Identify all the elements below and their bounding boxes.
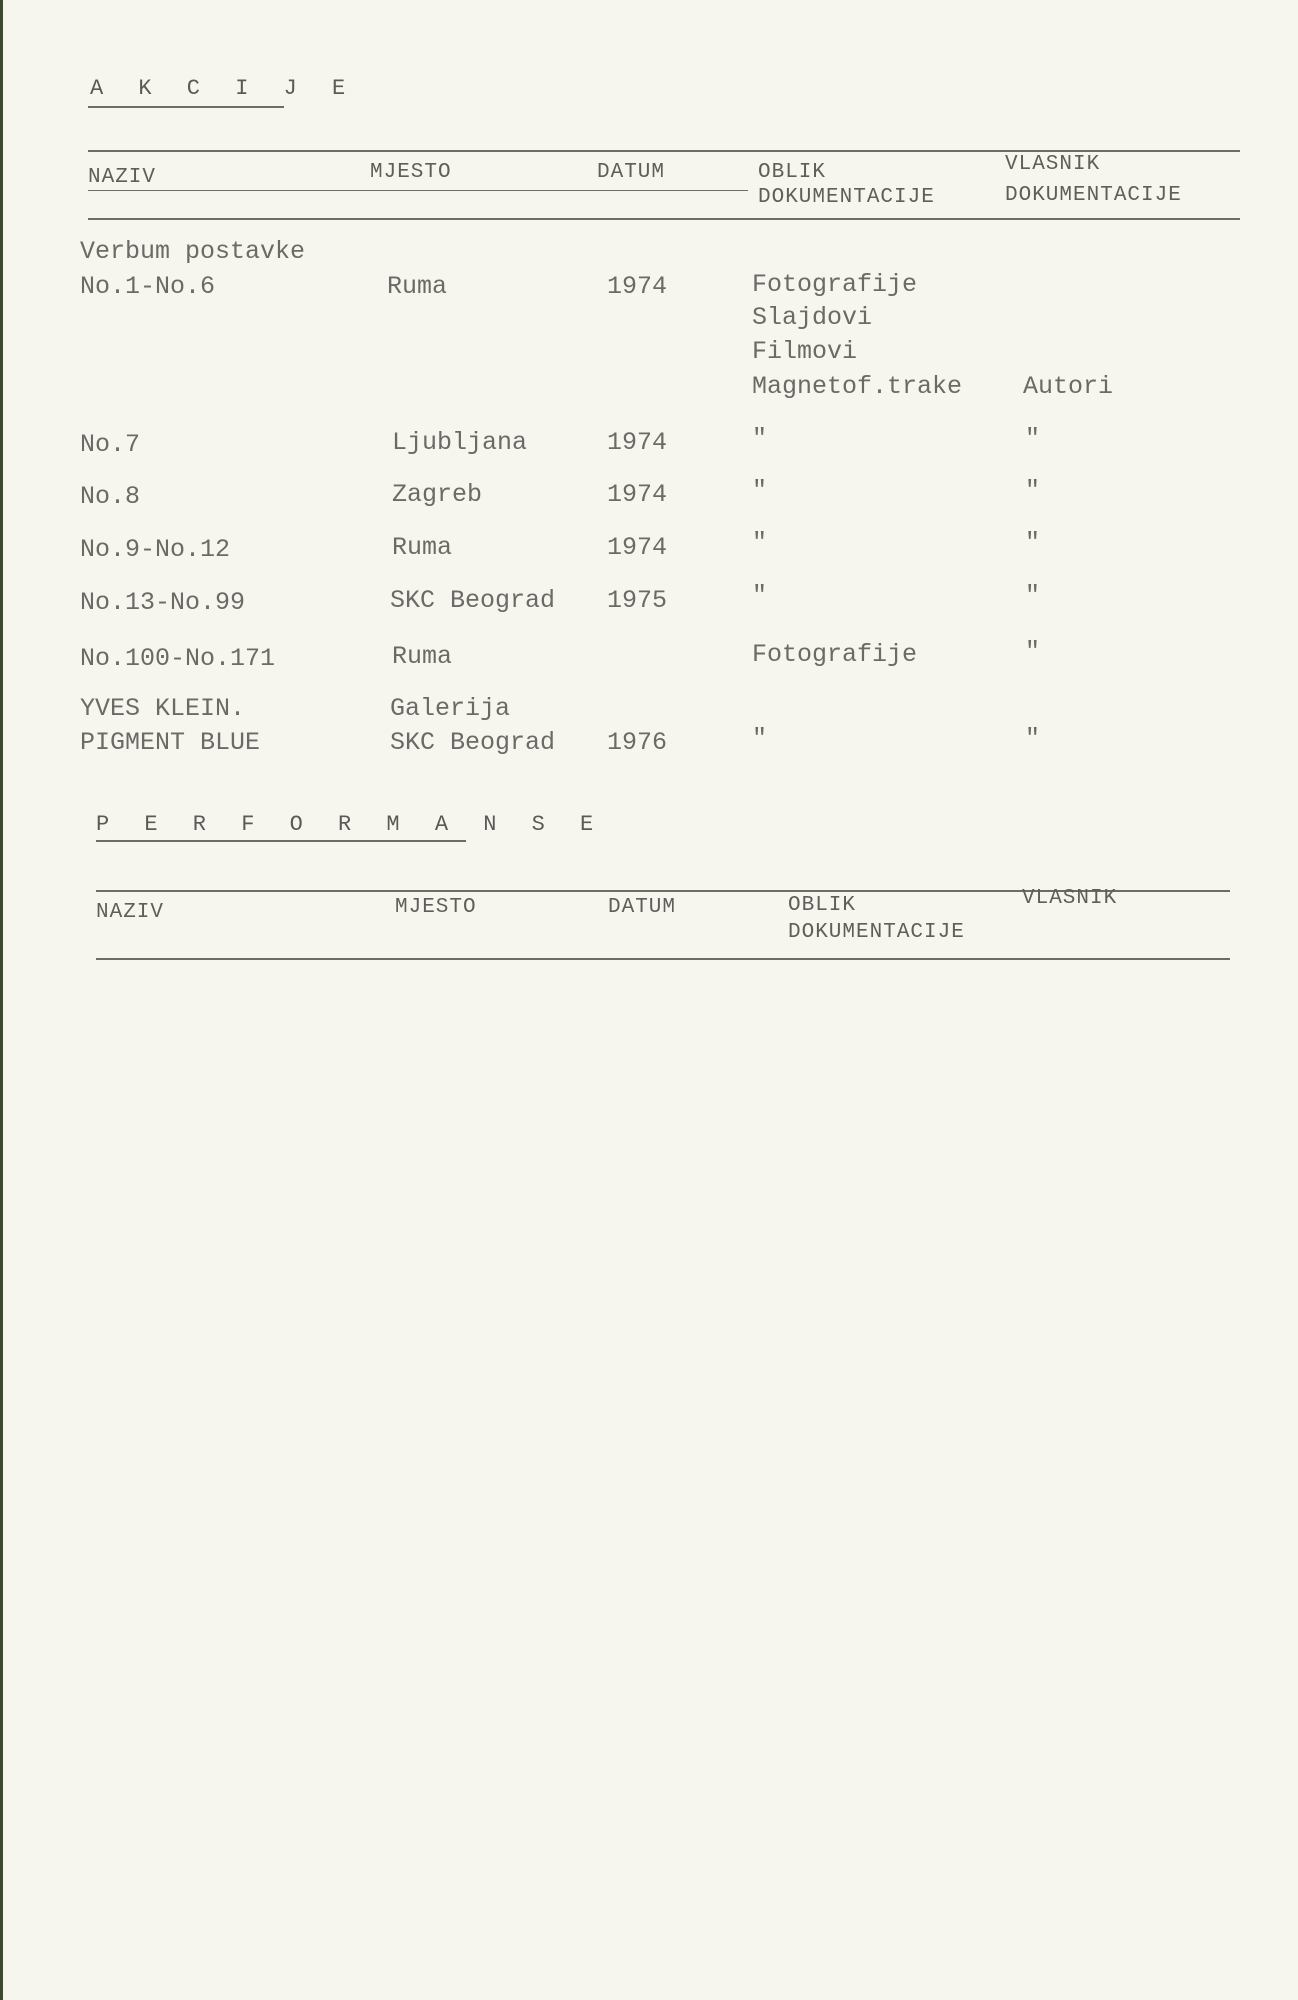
section-title-akcije: A K C I J E <box>90 76 357 101</box>
cell-datum: 1974 <box>607 533 668 562</box>
cell-mjesto: SKC Beograd <box>390 586 556 615</box>
cell-datum: 1974 <box>607 428 668 457</box>
cell-mjesto: Zagreb <box>392 480 483 509</box>
cell-mjesto: Ruma <box>387 272 448 301</box>
section-title-performanse: P E R F O R M A N S E <box>96 812 605 837</box>
header-naziv: NAZIV <box>88 166 157 189</box>
header-naziv: NAZIV <box>96 901 165 924</box>
header-oblik-1: OBLIK <box>758 161 827 184</box>
cell-naziv: No.8 <box>80 482 141 511</box>
table-header-rule <box>96 958 1230 960</box>
cell-oblik: Fotografije <box>752 270 918 299</box>
title-underline <box>88 106 284 108</box>
cell-vlasnik: " <box>1025 581 1041 610</box>
header-vlasnik-1: VLASNIK <box>1022 887 1118 910</box>
header-datum: DATUM <box>597 161 666 184</box>
cell-oblik: Slajdovi <box>752 303 873 332</box>
cell-mjesto: Ruma <box>392 642 453 671</box>
cell-oblik: " <box>752 528 768 557</box>
cell-mjesto: Ljubljana <box>392 428 528 457</box>
table-header-rule <box>88 218 1240 220</box>
cell-datum: 1974 <box>607 480 668 509</box>
cell-oblik: " <box>752 476 768 505</box>
header-mjesto: MJESTO <box>370 161 452 184</box>
cell-vlasnik: " <box>1025 724 1041 753</box>
cell-mjesto: Galerija <box>390 694 511 723</box>
title-underline <box>96 840 466 842</box>
cell-vlasnik: " <box>1025 528 1041 557</box>
header-vlasnik-1: VLASNIK <box>1005 153 1101 176</box>
cell-vlasnik: " <box>1025 424 1041 453</box>
cell-naziv: No.7 <box>80 430 141 459</box>
header-oblik-2: DOKUMENTACIJE <box>758 186 935 209</box>
cell-naziv: No.1-No.6 <box>80 272 216 301</box>
cell-oblik: " <box>752 424 768 453</box>
cell-vlasnik: " <box>1025 637 1041 666</box>
cell-naziv: No.13-No.99 <box>80 588 246 617</box>
cell-oblik: Magnetof.trake <box>752 372 963 401</box>
cell-datum: 1974 <box>607 272 668 301</box>
cell-naziv: YVES KLEIN. <box>80 694 246 723</box>
cell-naziv: No.100-No.171 <box>80 644 276 673</box>
cell-datum: 1975 <box>607 586 668 615</box>
header-oblik-2: DOKUMENTACIJE <box>788 921 965 944</box>
header-mjesto: MJESTO <box>395 896 477 919</box>
header-datum: DATUM <box>608 896 677 919</box>
cell-oblik: " <box>752 724 768 753</box>
cell-naziv: No.9-No.12 <box>80 535 231 564</box>
cell-datum: 1976 <box>607 728 668 757</box>
header-vlasnik-2: DOKUMENTACIJE <box>1005 184 1182 207</box>
cell-vlasnik: " <box>1025 476 1041 505</box>
cell-mjesto: Ruma <box>392 533 453 562</box>
header-inner-rule <box>88 190 748 191</box>
cell-oblik: Filmovi <box>752 337 858 366</box>
cell-oblik: " <box>752 581 768 610</box>
cell-naziv: Verbum postavke <box>80 237 306 266</box>
cell-naziv: PIGMENT BLUE <box>80 728 261 757</box>
cell-mjesto: SKC Beograd <box>390 728 556 757</box>
header-oblik-1: OBLIK <box>788 894 857 917</box>
cell-vlasnik: Autori <box>1023 372 1114 401</box>
cell-oblik: Fotografije <box>752 640 918 669</box>
